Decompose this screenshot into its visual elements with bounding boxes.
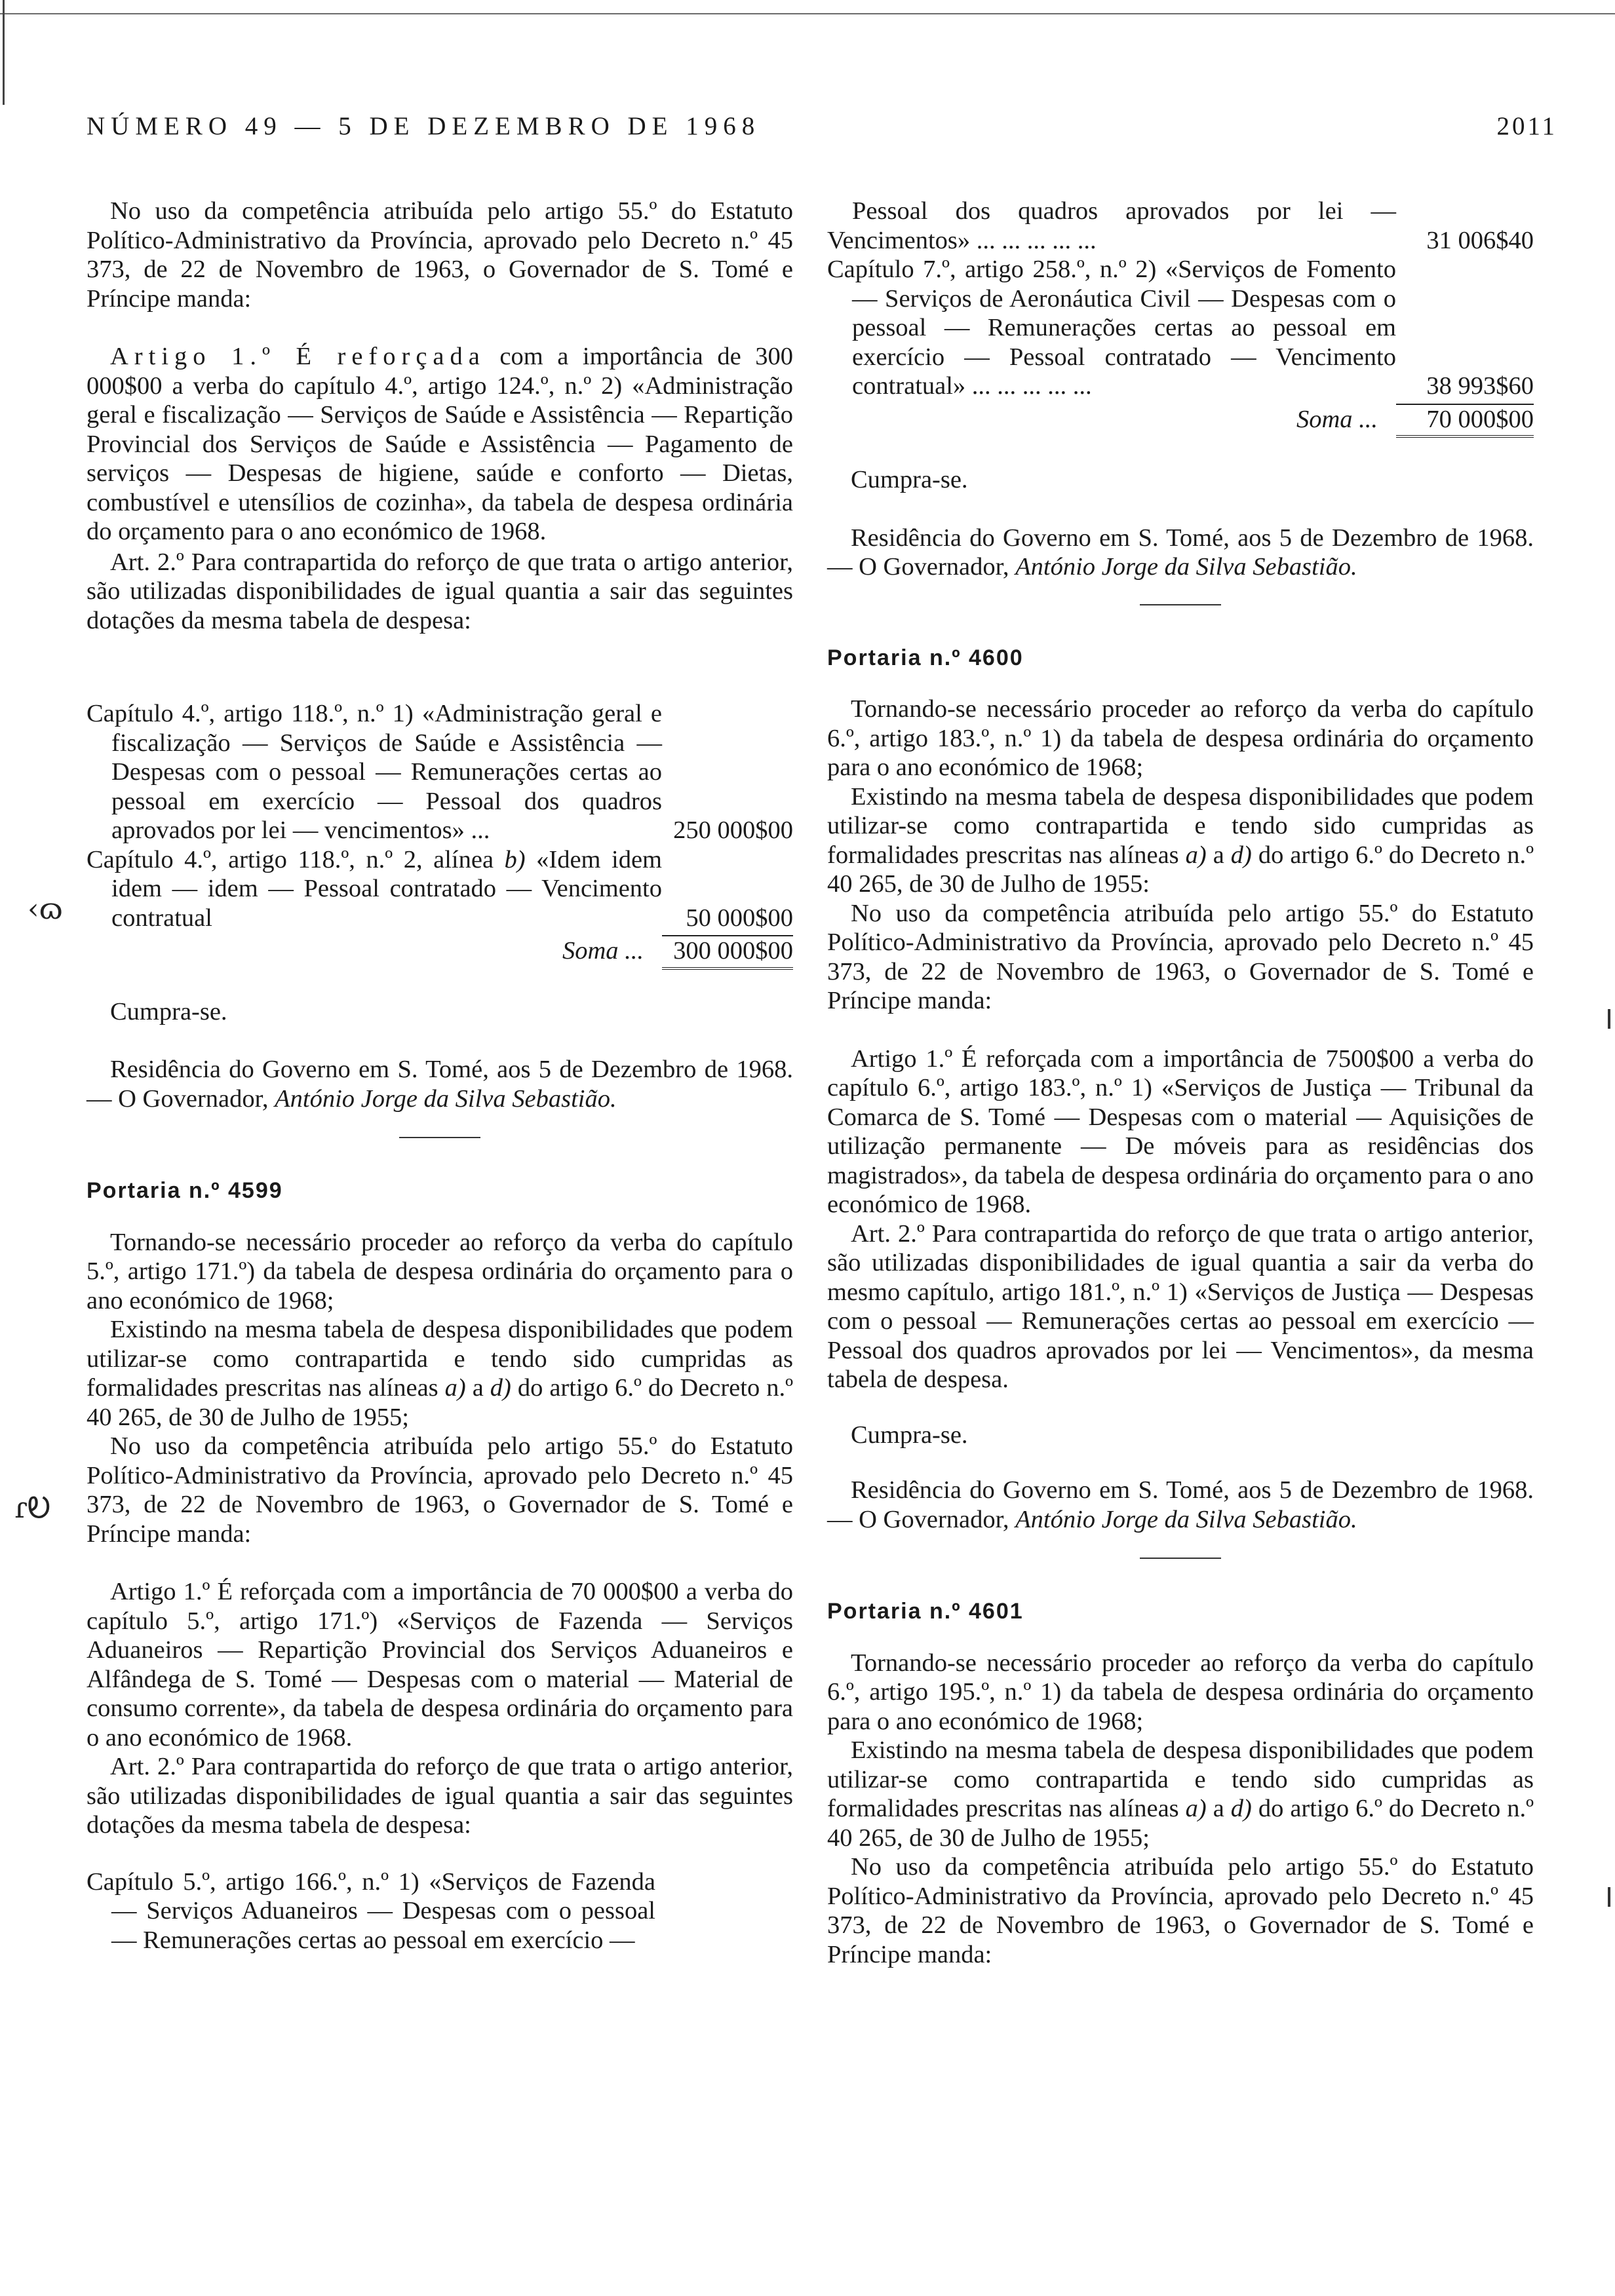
margin-mark: ‹ɷ <box>28 892 63 926</box>
intro-paragraph: No uso da competência atribuída pelo artigo 55.º do Estatuto Político-Administrativo da Província, aprovado pelo Decreto n.º 45 373, de 22 de Novembro de 1963, o Governador de S. Tomé e Príncipe manda: <box>87 197 793 313</box>
sum-value: 300 000$00 <box>662 935 793 970</box>
entry-text <box>87 845 662 933</box>
page-number: 2011 <box>1496 112 1557 140</box>
paragraph: Artigo 1.º É reforçada com a importância de 70 000$00 a verba do capítulo 5.º, artigo 171.º) «Serviços de Fazenda — Serviços Aduaneiros — Repartição Provincial dos Serviços Aduaneiros e Alfândega de S. Tomé — Despesas com o material — Material de consumo corrente», da tabela de despesa ordinária do orçamento para o ano económico de 1968. <box>87 1578 793 1751</box>
left-column <box>87 197 793 1955</box>
right-column <box>827 197 1534 1969</box>
governor-name: António Jorge da Silva Sebastião. <box>1015 553 1357 581</box>
paragraph-part: Existindo na mesma tabela de despesa disponibilidades que podem utilizar-se como contrapartida e tendo sido cumpridas as formalidades prescritas nas alíneas <box>827 1736 1534 1822</box>
paragraph: Capítulo 5.º, artigo 166.º, n.º 1) «Serviços de Fazenda — Serviços Aduaneiros — Despesas com o pessoal — Remunerações certas ao pessoal em exercício — <box>87 1867 655 1954</box>
paragraph-part: d) <box>490 1374 511 1402</box>
paragraph-part: a <box>1206 1795 1231 1822</box>
paragraph-part: do artigo 6.º do Decreto n.º 40 265, de 30 de Julho de 1955; <box>87 1374 794 1431</box>
paragraph-part: a <box>465 1374 490 1402</box>
governor-name: António Jorge da Silva Sebastião. <box>275 1084 617 1113</box>
appropriation-entry <box>827 255 1534 401</box>
sum-row <box>827 404 1534 438</box>
paragraph-part: a) <box>1185 841 1207 869</box>
paragraph-part: a) <box>1185 1795 1207 1822</box>
residence-text: Residência do Governo em S. Tomé, aos 5 de Dezembro de 1968. — O Governador, <box>87 1056 793 1113</box>
paragraph-part: a) <box>444 1374 466 1402</box>
paragraph: Artigo 1.º É reforçada com a importância de 7500$00 a verba do capítulo 6.º, artigo 183.º, n.º 1) «Serviços de Justiça — Tribunal da Comarca de S. Tomé — Despesas com o material — Aquisições de utilização permanente — De móveis para as residências dos magistrados», da tabela de despesa ordinária do orçamento para o ano económico de 1968. <box>827 1044 1534 1218</box>
paragraph-part: a <box>1206 841 1231 869</box>
paragraph: Tornando-se necessário proceder ao reforço da verba do capítulo 6.º, artigo 195.º, n.º 1) da tabela de despesa ordinária do orçamento para o ano económico de 1968; <box>827 1649 1534 1735</box>
paragraph-part: Existindo na mesma tabela de despesa disponibilidades que podem utilizar-se como contrapartida e tendo sido cumpridas as formalidades prescritas nas alíneas <box>827 782 1534 869</box>
entry-amount: 38 993$60 <box>1426 372 1534 400</box>
paragraph: Tornando-se necessário proceder ao reforço da verba do capítulo 6.º, artigo 183.º, n.º 1) da tabela de despesa ordinária do orçamento para o ano económico de 1968; <box>827 695 1534 781</box>
paragraph: No uso da competência atribuída pelo artigo 55.º do Estatuto Político-Administrativo da Província, aprovado pelo Decreto n.º 45 373, de 22 de Novembro de 1963, o Governador de S. Tomé e Príncipe manda: <box>87 1432 793 1548</box>
article-2: Art. 2.º Para contrapartida do reforço de que trata o artigo anterior, são utilizadas disponibilidades de igual quantia a sair das seguintes dotações da mesma tabela de despesa: <box>87 548 793 634</box>
edge-mark <box>1608 1009 1610 1029</box>
residence-signature <box>827 524 1534 582</box>
paragraph: Art. 2.º Para contrapartida do reforço de que trata o artigo anterior, são utilizadas disponibilidades de igual quantia a sair das seguintes dotações da mesma tabela de despesa: <box>87 1753 793 1839</box>
page-header <box>87 111 1557 151</box>
entry-amount: 50 000$00 <box>686 904 793 932</box>
sum-label: Soma ... <box>562 937 644 965</box>
residence-signature <box>827 1476 1534 1534</box>
sum-value: 70 000$00 <box>1396 404 1534 438</box>
cumpra-se: Cumpra-se. <box>851 1421 968 1449</box>
edge-mark <box>1608 1887 1610 1907</box>
portaria-title: Portaria n.º 4599 <box>87 1178 283 1203</box>
paragraph-part: d) <box>1230 841 1252 869</box>
appropriation-entry <box>87 845 793 933</box>
article-1 <box>87 342 793 546</box>
entry-text: Capítulo 4.º, artigo 118.º, n.º 1) «Administração geral e fiscalização — Serviços de Saúde e Assistência — Despesas com o pessoal — Remunerações certas ao pessoal em exercício — Pessoal dos quadros aprovados por lei — vencimentos» ... <box>87 700 662 844</box>
entry-text: Pessoal dos quadros aprovados por lei — Vencimentos» ... ... ... ... ... <box>827 197 1396 254</box>
top-rule <box>0 13 1615 14</box>
residence-text: Residência do Governo em S. Tomé, aos 5 de Dezembro de 1968. — O Governador, <box>827 524 1534 581</box>
entry-text: Capítulo 7.º, artigo 258.º, n.º 2) «Serviços de Fomento — Serviços de Aeronáutica Civil — Despesas com o pessoal — Remunerações certas ao pessoal em exercício — Pessoal contratado — Vencimento contratual» ... ... ... ... ... <box>827 256 1396 400</box>
paragraph: No uso da competência atribuída pelo artigo 55.º do Estatuto Político-Administrativo da Província, aprovado pelo Decreto n.º 45 373, de 22 de Novembro de 1963, o Governador de S. Tomé e Príncipe manda: <box>827 1853 1534 1968</box>
sum-label: Soma ... <box>1296 405 1378 433</box>
portaria-title: Portaria n.º 4601 <box>827 1599 1024 1624</box>
paragraph <box>87 1315 793 1432</box>
portaria-title: Portaria n.º 4600 <box>827 645 1024 670</box>
section-separator <box>1140 1558 1221 1559</box>
article-1-lead: Artigo 1.º É reforçada <box>110 343 486 370</box>
entry-text-part: «Idem idem idem — idem — Pessoal contratado — Vencimento contratual <box>111 845 662 932</box>
section-separator <box>399 1137 480 1138</box>
entry-text-part: Capítulo 4.º, artigo 118.º, n.º 2, alínea <box>87 845 505 873</box>
cumpra-se: Cumpra-se. <box>110 997 227 1025</box>
scan-edge-mark <box>3 0 5 105</box>
entry-amount: 250 000$00 <box>673 816 793 844</box>
paragraph: No uso da competência atribuída pelo artigo 55.º do Estatuto Político-Administrativo da Província, aprovado pelo Decreto n.º 45 373, de 22 de Novembro de 1963, o Governador de S. Tomé e Príncipe manda: <box>827 899 1534 1014</box>
appropriation-entry <box>87 699 793 845</box>
appropriation-entry <box>827 197 1534 255</box>
article-1-text: com a importância de 300 000$00 a verba do capítulo 4.º, artigo 124.º, n.º 2) «Administração geral e fiscalização — Serviços de Saúde e Assistência — Repartição Provincial dos Serviços de Saúde e Assistência — Pagamento de serviços — Despesas de higiene, saúde e conforto — Dietas, combustível e utensílios de cozinha», da tabela de despesa ordinária do orçamento para o ano económico de 1968. <box>87 343 793 545</box>
paragraph-part: do artigo 6.º do Decreto n.º 40 265, de 30 de Julho de 1955; <box>827 1795 1534 1852</box>
issue-line: NÚMERO 49 — 5 DE DEZEMBRO DE 1968 <box>87 112 761 140</box>
margin-mark: ɾᎧ <box>14 1491 51 1525</box>
cumpra-se: Cumpra-se. <box>851 466 968 493</box>
paragraph-part: Existindo na mesma tabela de despesa disponibilidades que podem utilizar-se como contrapartida e tendo sido cumpridas as formalidades prescritas nas alíneas <box>87 1316 793 1402</box>
residence-text: Residência do Governo em S. Tomé, aos 5 de Dezembro de 1968. — O Governador, <box>827 1476 1534 1533</box>
paragraph <box>827 1736 1534 1852</box>
paragraph <box>827 782 1534 899</box>
paragraph-part: do artigo 6.º do Decreto n.º 40 265, de 30 de Julho de 1955: <box>827 841 1534 898</box>
entry-text-part: b) <box>504 845 526 873</box>
entry-amount: 31 006$40 <box>1426 226 1534 254</box>
governor-name: António Jorge da Silva Sebastião. <box>1015 1505 1357 1533</box>
paragraph: Art. 2.º Para contrapartida do reforço de que trata o artigo anterior, são utilizadas disponibilidades de igual quantia a sair da verba do mesmo capítulo, artigo 181.º, n.º 1) «Serviços de Justiça — Despesas com o pessoal — Remunerações certas ao pessoal em exercício — Pessoal dos quadros aprovados por lei — Vencimentos», da mesma tabela de despesa. <box>827 1219 1534 1393</box>
residence-signature <box>87 1055 793 1113</box>
sum-row <box>87 935 793 970</box>
section-separator <box>1140 604 1221 605</box>
paragraph-part: d) <box>1230 1795 1252 1822</box>
paragraph: Tornando-se necessário proceder ao reforço da verba do capítulo 5.º, artigo 171.º) da tabela de despesa ordinária do orçamento para o ano económico de 1968; <box>87 1228 793 1314</box>
